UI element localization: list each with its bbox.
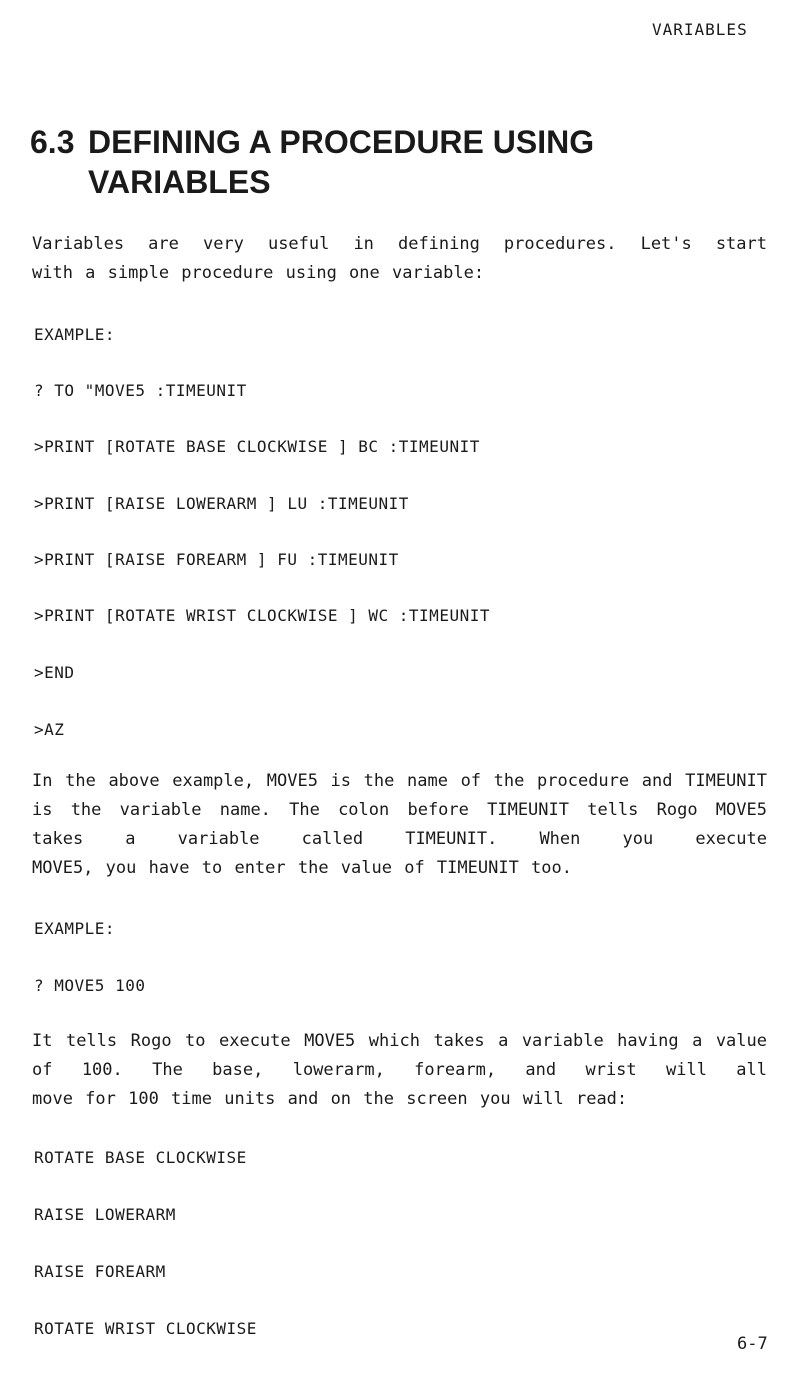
output-line: RAISE LOWERARM — [34, 1205, 176, 1224]
explanation-line: In the above example, MOVE5 is the name of the procedure and — [32, 771, 673, 791]
page-number: 6-7 — [737, 1334, 768, 1354]
code-line: ? MOVE5 100 — [34, 976, 146, 995]
result-line: move for 100 time units and on the screen you will read: — [32, 1089, 628, 1109]
code-line: >PRINT [RAISE LOWERARM ] LU :TIMEUNIT — [34, 494, 409, 513]
output-line: RAISE FOREARM — [34, 1262, 166, 1281]
section-title-line1: DEFINING A PROCEDURE USING — [88, 124, 595, 160]
explanation-line: Rogo MOVE5 takes a variable called TIMEUNIT. When you execute — [32, 800, 767, 849]
example-label: EXAMPLE: — [34, 325, 116, 344]
result-paragraph — [32, 1027, 767, 1114]
output-line: ROTATE BASE CLOCKWISE — [34, 1148, 247, 1167]
code-line: >END — [34, 663, 75, 682]
explanation-paragraph — [32, 767, 767, 883]
code-line: >PRINT [ROTATE BASE CLOCKWISE ] BC :TIMEUNIT — [34, 437, 480, 456]
section-title-line2: VARIABLES — [88, 164, 271, 200]
example-label: EXAMPLE: — [34, 919, 116, 938]
explanation-line: MOVE5, you have to enter the value of TIMEUNIT too. — [32, 858, 572, 878]
intro-line: with a simple procedure using one variable: — [32, 263, 485, 283]
code-line: >PRINT [ROTATE WRIST CLOCKWISE ] WC :TIMEUNIT — [34, 606, 490, 625]
section-heading — [30, 122, 594, 202]
explanation-line: TIMEUNIT is the variable name. The colon before TIMEUNIT tells — [32, 771, 767, 820]
result-line: It tells Rogo to execute MOVE5 which takes a variable having a — [32, 1031, 703, 1051]
intro-paragraph — [32, 230, 767, 288]
code-line: >AZ — [34, 720, 65, 739]
output-line: ROTATE WRIST CLOCKWISE — [34, 1319, 257, 1338]
section-number: 6.3 — [30, 124, 75, 160]
code-line: >PRINT [RAISE FOREARM ] FU :TIMEUNIT — [34, 550, 399, 569]
intro-line: Variables are very useful in defining procedures. Let's start — [32, 234, 767, 254]
result-line: value of 100. The base, lowerarm, forearm, and wrist will all — [32, 1031, 767, 1080]
code-line: ? TO "MOVE5 :TIMEUNIT — [34, 381, 247, 400]
running-head: VARIABLES — [652, 20, 748, 39]
